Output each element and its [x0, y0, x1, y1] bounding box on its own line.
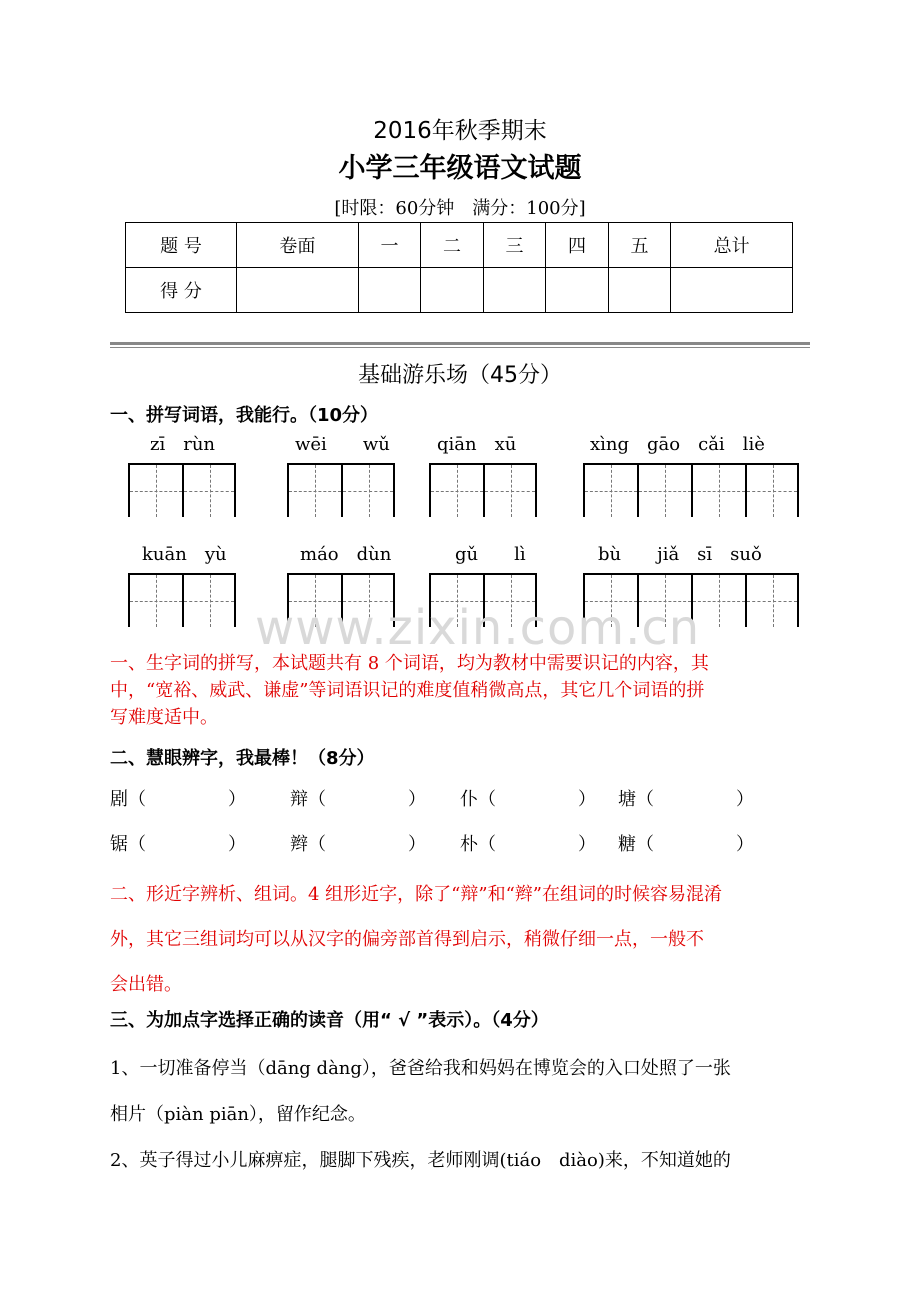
pinyin-label: zī rùn: [150, 434, 216, 455]
writing-cell[interactable]: [745, 573, 799, 627]
writing-cell[interactable]: [341, 463, 395, 517]
note-line: 一、生字词的拼写，本试题共有 8 个词语，均为教材中需要识记的内容，其: [110, 653, 709, 674]
writing-cell[interactable]: [128, 463, 182, 517]
q1-heading: 一、拼写词语，我能行。（10分）: [110, 405, 379, 426]
note-line: 会出错。: [110, 974, 182, 995]
q3-line: 1、一切准备停当（dāng dàng），爸爸给我和妈妈在博览会的入口处照了一张: [110, 1058, 731, 1079]
writing-cell[interactable]: [429, 463, 483, 517]
header-cell-4: 四: [546, 223, 609, 268]
score-table-header-row: [126, 223, 793, 268]
pinyin-label: máo dùn: [300, 544, 392, 565]
q1-answer-note: [110, 650, 815, 731]
score-input-cell[interactable]: [608, 268, 671, 313]
pinyin-label: qiān xū: [437, 434, 517, 455]
score-input-cell[interactable]: [483, 268, 546, 313]
blank-close: ）: [408, 789, 426, 810]
header-cell-5: 五: [608, 223, 671, 268]
header-cell-total: 总计: [671, 223, 793, 268]
time-limit-and-score: [时限：60分钟 满分：100分]: [334, 198, 586, 219]
blank-close: ）: [736, 789, 754, 810]
score-table-score-row: [126, 268, 793, 313]
char-item: 辩（: [290, 789, 326, 810]
note-line: 中，“宽裕、威武、谦虚”等词语识记的难度值稍微高点，其它几个词语的拼: [110, 680, 705, 701]
score-input-cell[interactable]: [546, 268, 609, 313]
writing-cell[interactable]: [287, 463, 341, 517]
char-item: 塘（: [618, 789, 654, 810]
q2-answer-note: [110, 872, 815, 1007]
score-row-label: 得 分: [126, 268, 237, 313]
score-input-cell[interactable]: [421, 268, 484, 313]
char-item: 辫（: [290, 834, 326, 855]
q3-body: [110, 1046, 820, 1184]
pinyin-label: gǔ lì: [455, 544, 526, 565]
q3-line: 相片（piàn piān），留作纪念。: [110, 1104, 366, 1125]
writing-grid[interactable]: [128, 573, 236, 627]
score-table: [125, 222, 793, 313]
char-item: 朴（: [460, 834, 496, 855]
divider-thick: [110, 342, 810, 345]
header-cell-3: 三: [483, 223, 546, 268]
blank-close: ）: [408, 834, 426, 855]
exam-title: 小学三年级语文试题: [338, 153, 582, 184]
score-input-cell[interactable]: [358, 268, 421, 313]
writing-grid[interactable]: [128, 463, 236, 517]
divider-thin: [110, 347, 810, 348]
q3-heading: 三、为加点字选择正确的读音（用“ √ ”表示）。（4分）: [110, 1010, 549, 1031]
section-title: 基础游乐场（45分）: [358, 363, 562, 388]
char-item: 仆（: [460, 789, 496, 810]
writing-cell[interactable]: [637, 463, 691, 517]
header-cell-1: 一: [358, 223, 421, 268]
char-item: 剧（: [110, 789, 146, 810]
writing-grid[interactable]: [429, 463, 537, 517]
pinyin-label: bù jiǎ sī suǒ: [598, 544, 762, 565]
header-cell-neatness: 卷面: [237, 223, 359, 268]
blank-close: ）: [228, 834, 246, 855]
blank-close: ）: [228, 789, 246, 810]
writing-cell[interactable]: [128, 573, 182, 627]
writing-cell[interactable]: [583, 463, 637, 517]
header-cell-2: 二: [421, 223, 484, 268]
watermark: www.zixin.com.cn: [255, 600, 701, 656]
exam-term-title: 2016年秋季期末: [373, 118, 547, 144]
pinyin-label: xìng gāo cǎi liè: [590, 434, 765, 455]
writing-cell[interactable]: [182, 573, 236, 627]
score-input-cell[interactable]: [671, 268, 793, 313]
pinyin-label: kuān yù: [142, 544, 227, 565]
writing-grid[interactable]: [583, 463, 799, 517]
blank-close: ）: [736, 834, 754, 855]
writing-grid[interactable]: [287, 463, 395, 517]
char-item: 锯（: [110, 834, 146, 855]
q3-line: 2、英子得过小儿麻痹症，腿脚下残疾，老师刚调(tiáo diào)来，不知道她的: [110, 1150, 731, 1171]
blank-close: ）: [578, 834, 596, 855]
writing-cell[interactable]: [691, 463, 745, 517]
writing-cell[interactable]: [182, 463, 236, 517]
char-item: 糖（: [618, 834, 654, 855]
note-line: 写难度适中。: [110, 707, 218, 728]
score-input-cell[interactable]: [237, 268, 359, 313]
note-line: 外，其它三组词均可以从汉字的偏旁部首得到启示，稍微仔细一点，一般不: [110, 929, 704, 950]
writing-cell[interactable]: [745, 463, 799, 517]
blank-close: ）: [578, 789, 596, 810]
note-line: 二、形近字辨析、组词。4 组形近字，除了“辩”和“辫”在组词的时候容易混淆: [110, 884, 722, 905]
pinyin-label: wēi wǔ: [295, 434, 390, 455]
header-cell-number: 题 号: [126, 223, 237, 268]
writing-cell[interactable]: [483, 463, 537, 517]
q2-heading: 二、慧眼辨字，我最棒！（8分）: [110, 748, 375, 769]
